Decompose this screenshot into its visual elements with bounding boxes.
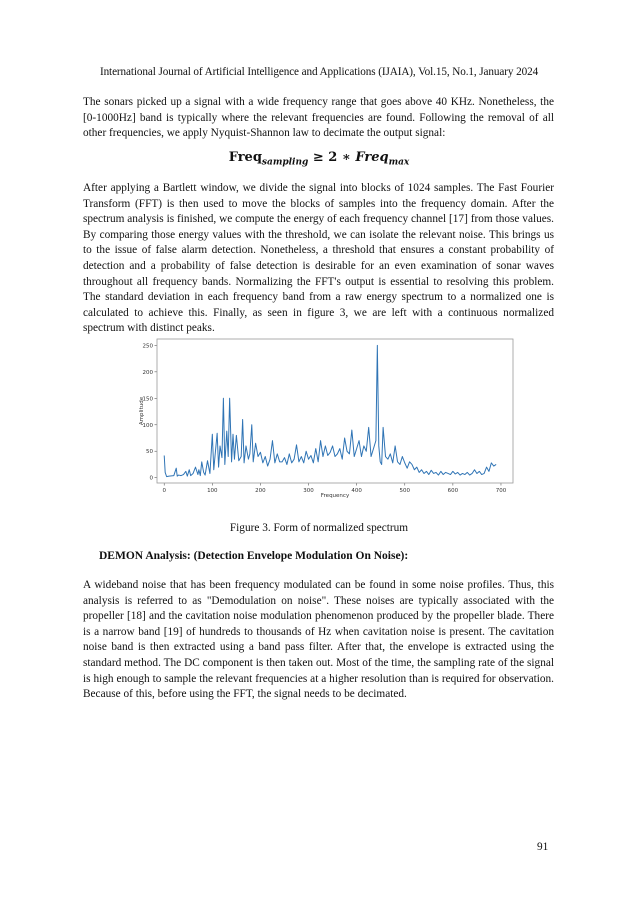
x-tick-label: 100 bbox=[207, 488, 218, 494]
y-tick-label: 50 bbox=[146, 449, 153, 456]
spectrum-chart bbox=[138, 336, 523, 501]
y-tick-label: 0 bbox=[149, 475, 153, 482]
y-axis-label: Amplitude bbox=[139, 396, 145, 426]
section-heading: DEMON Analysis: (Detection Envelope Modulation On Noise): bbox=[99, 550, 409, 562]
x-tick-label: 500 bbox=[399, 488, 411, 494]
paragraph-fft-method: After applying a Bartlett window, we divide the signal into blocks of 1024 samples. The Fast Fourier Transform (FFT) is then used to move the blocks of samples into the frequency domain. After the spectrum analysis is finished, we compute the energy of each frequency channel [17] from those values. By comparing those energy values with the threshold, we can isolate the relevant noise. This brings us to the issue of false alarm detection. Nonetheless, a threshold that ensures a constant probability of detection and a probability of false detection is desirable for an even examination of sonar waves throughout all frequency bands. Normalizing the FFT's output is essential to resolving this problem. The standard deviation in each frequency band from a raw energy spectrum to a normalized one is calculated to achieve this. Finally, as seen in figure 3, we are left with a continuous normalized spectrum with distinct peaks. bbox=[83, 182, 554, 335]
spectrum-line bbox=[164, 345, 496, 476]
running-header: International Journal of Artificial Intelligence and Applications (IJAIA), Vol.15, No.1, January 2024 bbox=[99, 66, 539, 78]
figure-caption: Figure 3. Form of normalized spectrum bbox=[229, 522, 409, 534]
formula-lhs: Freq bbox=[228, 150, 262, 165]
x-tick-label: 600 bbox=[447, 488, 459, 494]
formula-operator: ≥ 2 ∗ bbox=[308, 150, 356, 165]
y-tick-label: 150 bbox=[142, 396, 153, 403]
formula-rhs-sub: max bbox=[388, 157, 410, 168]
formula-lhs-sub: sampling bbox=[261, 157, 309, 168]
x-tick-label: 200 bbox=[255, 488, 266, 494]
y-tick-label: 200 bbox=[142, 369, 153, 376]
nyquist-formula bbox=[0, 150, 638, 168]
y-tick-label: 100 bbox=[142, 422, 153, 429]
x-tick-label: 0 bbox=[162, 488, 166, 494]
x-tick-label: 400 bbox=[351, 488, 362, 494]
paragraph-sonar-intro: The sonars picked up a signal with a wide frequency range that goes above 40 KHz. Nonetheless, the [0-1000Hz] band is typically where the relevant frequencies are found. Following the removal of all other frequencies, we apply Nyquist-Shannon law to decimate the output signal: bbox=[83, 96, 554, 140]
y-tick-label: 250 bbox=[142, 343, 153, 350]
formula-rhs: Freq bbox=[355, 150, 389, 165]
page-number: 91 bbox=[537, 841, 549, 853]
x-axis-label: Frequency bbox=[320, 493, 350, 499]
x-tick-label: 300 bbox=[303, 488, 314, 494]
x-tick-label: 700 bbox=[495, 488, 507, 494]
paragraph-demon-analysis: A wideband noise that has been frequency modulated can be found in some noise profiles. Thus, this analysis is referred to as "Demodulation on noise". These noises are typically associated with the propeller [18] and the cavitation noise modulation phenomenon produced by the propeller blade. There is a narrow band [19] of hundreds to thousands of Hz when cavitation noise is present. The cavitation noise band is then extracted using a band pass filter. After that, the envelope is extracted using the standard method. The DC component is then taken out. Most of the time, the sampling rate of the signal is high enough to sample the relevant frequencies at a higher resolution than is required for observation. Because of this, before using the FFT, the signal needs to be decimated. bbox=[83, 579, 554, 701]
